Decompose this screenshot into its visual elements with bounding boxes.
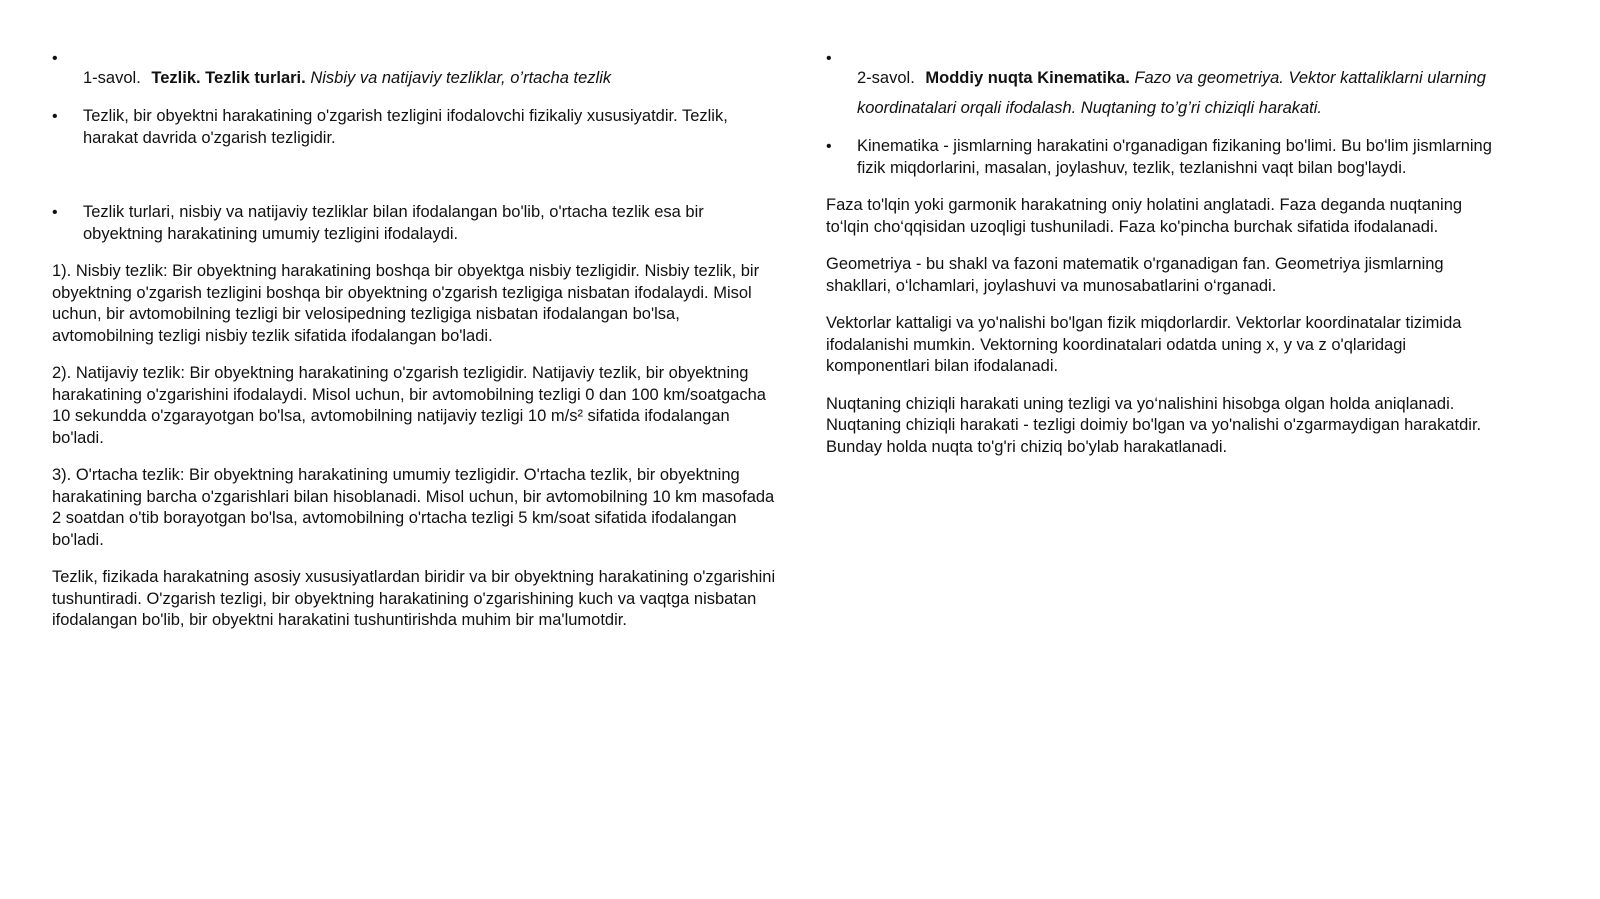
bullet-text: Tezlik, bir obyektni harakatining o'zgarish tezligini ifodalovchi fizikaliy xususiyatdir. Tezlik, harakat davrida o'zgarish tezligidir. [83,107,728,147]
bullet-marker: • [826,50,832,67]
bullet-text: Tezlik turlari, nisbiy va natijaviy tezliklar bilan ifodalangan bo'lib, o'rtacha tezlik esa bir obyektning harakatining umumiy tezligini ifodalaydi. [83,203,704,243]
bullet-text: Kinematika - jismlarning harakatini o'rganadigan fizikaning bo'limi. Bu bo'lim jismlarning fizik miqdorlarini, masalan, joylashuv, tezlik, tezlanishni vaqt bilan bog'laydi. [857,137,1492,177]
question-1-heading [52,50,782,93]
bullet-marker: • [52,204,58,221]
heading-text [83,54,782,93]
bullet-marker: • [826,138,832,155]
bullet-item [52,106,782,149]
question-number: 1-savol. [83,69,141,87]
question-number: 2-savol. [857,69,915,87]
paragraph-geometry: Geometriya - bu shakl va fazoni matematik o'rganadigan fan. Geometriya jismlarning shakllari, o‘lchamlari, joylashuvi va munosabatlarini o‘rganadi. [826,255,1444,295]
question-2-heading [826,50,1496,123]
heading-bold: Tezlik. Tezlik turlari. [151,69,306,87]
heading-italic: Nisbiy va natijaviy tezliklar, o’rtacha tezlik [310,69,612,87]
bullet-marker: • [52,108,58,125]
paragraph-average-speed: 3). O'rtacha tezlik: Bir obyektning harakatining umumiy tezligidir. O'rtacha tezlik, bir obyektning harakatining barcha o'zgarishlari bilan hisoblanadi. Misol uchun, bir avtomobilning 10 km masofada 2 soatdan o'tib borayotgan bo'lsa, avtomobilning o'rtacha tezligi 5 km/soat sifatida ifodalangan bo'ladi. [52,466,775,549]
paragraph-resultant-speed: 2). Natijaviy tezlik: Bir obyektning harakatining o'zgarish tezligidir. Natijaviy tezlik, bir obyektning harakatining o'zgarishini ifodalaydi. Misol uchun, bir avtomobilning tezligi 0 dan 100 km/soatgacha 10 sekundda o'zgarayotgan bo'lsa, avtomobilning natijaviy tezligi 10 m/s² sifatida ifodalangan bo'ladi. [52,364,766,447]
paragraph-linear-motion: Nuqtaning chiziqli harakati uning tezligi va yo‘nalishini hisobga olgan holda aniqlanadi. Nuqtaning chiziqli harakati - tezligi doimiy bo'lgan va yo'nalishi o'zgarmaydigan harakatdir. Bunday holda nuqta to'g'ri chiziq bo'ylab harakatlanadi. [826,394,1482,456]
paragraph-vectors: Vektorlar kattaligi va yo'nalishi bo'lgan fizik miqdorlardir. Vektorlar koordinatalar tizimida ifodalanishi mumkin. Vektorning koordinatalari odatda uning x, y va z o'qlaridagi komponentlari bilan ifodalanadi. [826,314,1462,375]
heading-italic: Fazo va geometriya. Vektor kattaliklarni ularning koordinatalari orqali ifodalash. Nuqtaning to’g’ri chiziqli harakati. [857,69,1486,117]
bullet-marker: • [52,50,58,67]
paragraph-summary: Tezlik, fizikada harakatning asosiy xususiyatlardan biridir va bir obyektning harakatining o'zgarishini tushuntiradi. O'zgarish tezligi, bir obyektning harakatining o'zgarishining kuch va vaqtga nisbatan ifodalangan bo'lib, bir obyektni harakatini tushuntirishda muhim bir ma'lumotdir. [52,568,776,629]
heading-bold: Moddiy nuqta Kinematika. [925,69,1130,87]
heading-text [857,54,1496,123]
bullet-item [826,136,1496,179]
right-column [826,50,1496,458]
left-column [52,50,782,632]
paragraph-phase: Faza to'lqin yoki garmonik harakatning oniy holatini anglatadi. Faza deganda nuqtaning to‘lqin cho‘qqisidan uzoqligi tushuniladi. Faza ko'pincha burchak sifatida ifodalanadi. [826,196,1463,236]
paragraph-relative-speed: 1). Nisbiy tezlik: Bir obyektning harakatining boshqa bir obyektga nisbiy tezligidir. Nisbiy tezlik, bir obyektning o'zgarish tezligini boshqa bir obyektning o'zgarish tezligiga nisbatan ifodalaydi. Misol uchun, bir avtomobilning tezligi bir velosipedning tezligiga nisbatan ifodalangan bo'lsa, avtomobilning tezligi nisbiy tezlik sifatida ifodalangan bo'ladi. [52,262,760,345]
bullet-item [52,202,782,245]
